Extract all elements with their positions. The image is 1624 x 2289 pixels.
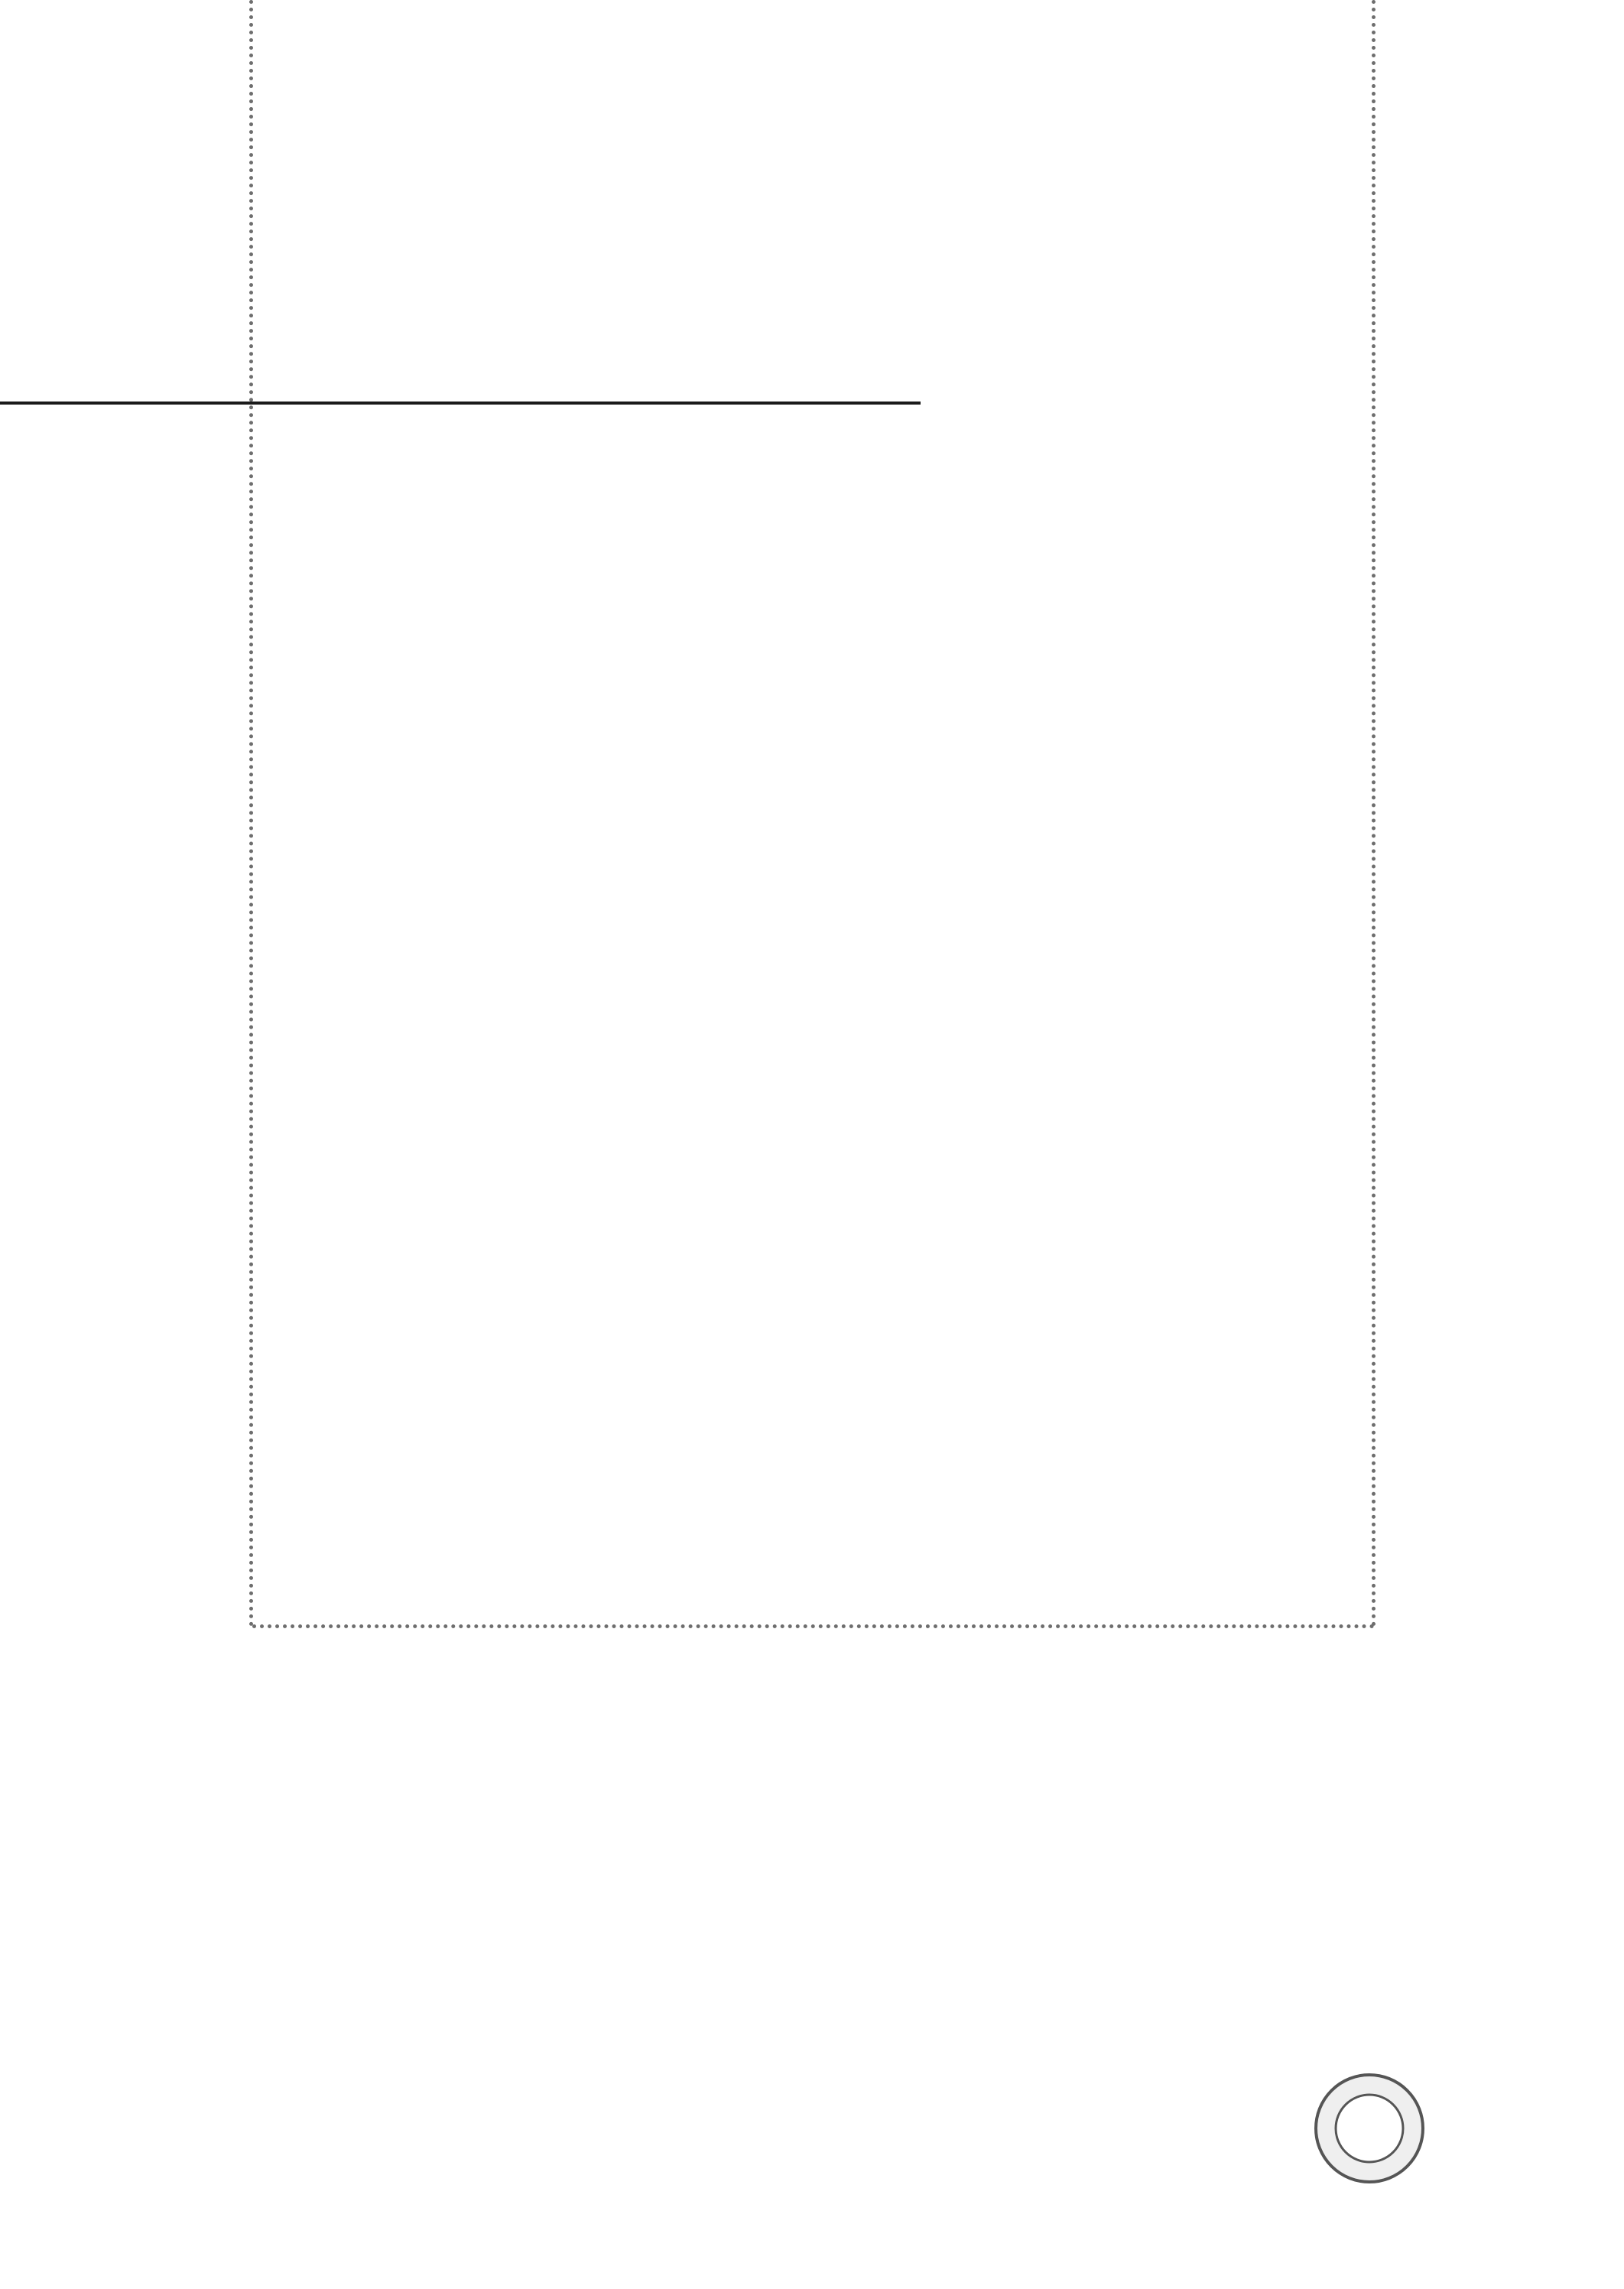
page-title xyxy=(658,329,918,405)
list-item xyxy=(281,853,1306,922)
member-role xyxy=(1014,511,1274,580)
member-role xyxy=(1014,579,1274,648)
list-item xyxy=(281,1263,1306,1332)
member-role xyxy=(1014,922,1274,990)
list-item xyxy=(281,1332,1306,1401)
member-name xyxy=(358,1127,1031,1195)
member-role xyxy=(1014,853,1274,922)
member-name xyxy=(336,511,1009,580)
list-item xyxy=(281,1469,1306,1538)
member-role xyxy=(1014,716,1274,785)
list-item xyxy=(281,442,1306,511)
dotted-border-bottom xyxy=(252,1624,1375,1628)
member-name xyxy=(336,579,1009,648)
member-name xyxy=(336,922,1009,990)
title-underline xyxy=(0,402,921,405)
list-item xyxy=(281,1195,1306,1264)
university-seal xyxy=(1314,2073,1425,2184)
member-name xyxy=(336,716,1009,785)
committee-list xyxy=(281,442,1306,1537)
member-name xyxy=(336,785,1009,853)
member-name xyxy=(336,990,1009,1058)
list-item xyxy=(281,785,1306,853)
member-role xyxy=(1014,1332,1274,1401)
list-item xyxy=(281,511,1306,580)
dotted-border-left xyxy=(249,0,253,1627)
list-item xyxy=(281,716,1306,785)
list-item xyxy=(281,579,1306,648)
member-name xyxy=(336,442,1009,511)
member-name xyxy=(358,1263,1031,1332)
member-role xyxy=(1014,990,1274,1058)
member-name xyxy=(358,1058,1031,1127)
dotted-border-right xyxy=(1372,0,1376,1627)
member-name xyxy=(336,648,1009,717)
member-name xyxy=(358,1195,1031,1264)
list-item xyxy=(281,922,1306,990)
member-name xyxy=(358,1469,1031,1538)
member-role xyxy=(1014,1263,1274,1332)
member-name xyxy=(358,1400,1031,1469)
member-role xyxy=(1014,1127,1274,1195)
member-name xyxy=(358,1332,1031,1401)
member-role xyxy=(1014,1400,1274,1469)
list-item xyxy=(281,1400,1306,1469)
member-role xyxy=(1014,442,1274,511)
seal-inner-ring xyxy=(1336,2095,1403,2162)
list-item xyxy=(281,1127,1306,1195)
page-footer xyxy=(489,2096,1254,2157)
member-role xyxy=(1014,1058,1274,1127)
list-item xyxy=(281,648,1306,717)
member-role xyxy=(1014,1195,1274,1264)
list-item xyxy=(281,1058,1306,1127)
member-role xyxy=(1014,785,1274,853)
list-item xyxy=(281,990,1306,1058)
member-role xyxy=(1014,1469,1274,1538)
member-name xyxy=(336,853,1009,922)
member-role xyxy=(1014,648,1274,717)
